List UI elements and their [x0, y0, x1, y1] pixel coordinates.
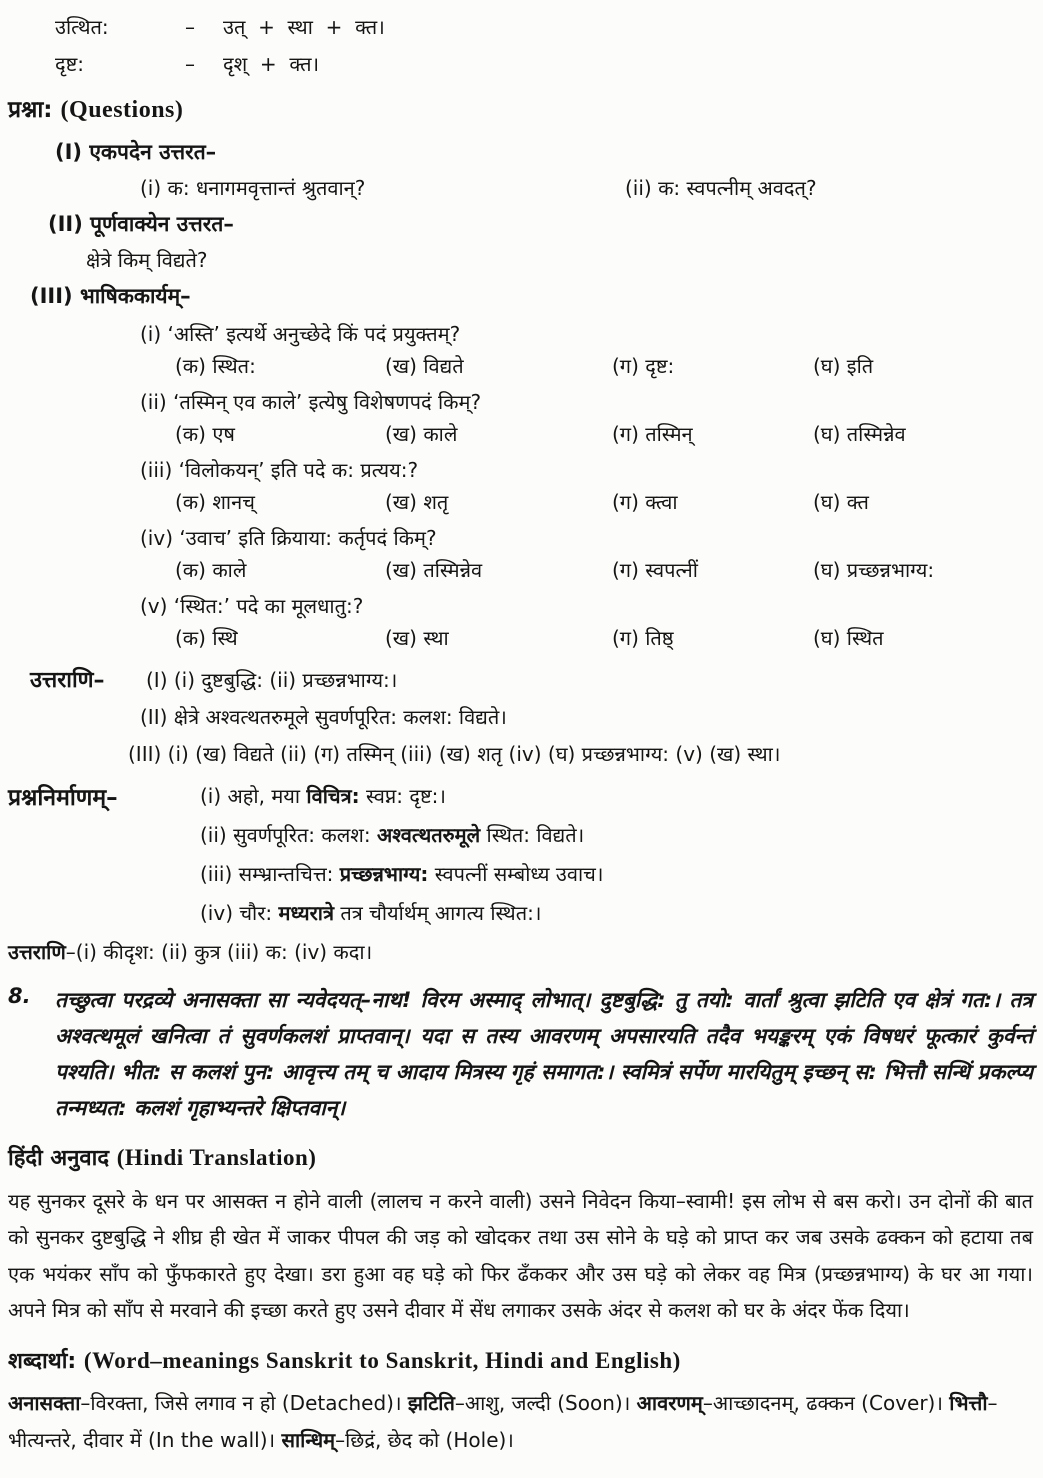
question-formation-line: (ii) सुवर्णपूरित: कलश: अश्वत्थतरुमूले स्थित: विद्यते।: [200, 822, 585, 847]
mcq-option: (क) स्थि: [175, 625, 238, 650]
morphology-row: [55, 8, 1033, 45]
mcq-option: (घ) स्थित: [813, 625, 884, 650]
mcq-option: (घ) क्त: [813, 489, 869, 514]
question-formation-line: (iv) चौर: मध्यरात्रे तत्र चौर्यार्थम् आगत्य स्थित:।: [200, 900, 542, 925]
mcq-options: [175, 352, 1033, 380]
word-meanings-heading-devanagari: शब्दार्था:: [8, 1348, 77, 1374]
dash-separator: –: [185, 51, 195, 76]
mcq-list: [8, 320, 1033, 652]
answers-block: [8, 666, 1033, 768]
morphology-row: [55, 45, 1033, 82]
mcq-option: (ग) तिष्ठ्: [612, 625, 674, 650]
mcq-option: (क) काले: [175, 557, 247, 582]
section-1-questions: [140, 174, 1033, 202]
mcq-option: (घ) प्रच्छन्नभाग्य:: [813, 557, 935, 582]
mcq-option: (ख) स्था: [385, 625, 449, 650]
mcq-option: (ग) तस्मिन्: [612, 421, 693, 446]
mcq-options: [175, 488, 1033, 516]
morphology-word: उत्थित:: [55, 14, 109, 39]
morphology-parts: दृश् + क्त।: [223, 51, 320, 76]
mcq-option: (घ) तस्मिन्नेव: [813, 421, 906, 446]
mcq-options: [175, 624, 1033, 652]
mcq-question: (ii) ‘तस्मिन् एव काले’ इत्येषु विशेषणपदं किम्?: [140, 389, 482, 414]
mcq-item: [8, 592, 1033, 652]
mcq-item: [8, 524, 1033, 584]
mcq-option: (ख) विद्यते: [385, 353, 464, 378]
answer-line: (III) (i) (ख) विद्यते (ii) (ग) तस्मिन् (iii) (ख) शतृ (iv) (घ) प्रच्छन्नभाग्य: (v) (ख) स्था।: [128, 741, 781, 766]
morphology-block: [8, 8, 1033, 82]
mcq-question: (v) ‘स्थित:’ पदे का मूलधातु:?: [140, 593, 364, 618]
mcq-option: (ख) शतृ: [385, 489, 449, 514]
questions-heading-english: (Questions): [60, 97, 184, 123]
mcq-options: [175, 556, 1033, 584]
answers-line-2: उत्तराणि–(i) कीदृश: (ii) कुत्र (iii) क: (iv) कदा।: [8, 939, 373, 964]
passage-number: 8.: [8, 983, 31, 1008]
mcq-option: (ख) काले: [385, 421, 458, 446]
questions-heading: [8, 94, 1033, 128]
section-1-title: (I) एकपदेन उत्तरत–: [55, 139, 217, 164]
hindi-translation-heading: [8, 1142, 1033, 1175]
mcq-option: (ग) क्त्वा: [612, 489, 678, 514]
hindi-heading-devanagari: हिंदी अनुवाद: [8, 1146, 110, 1172]
question-text: क्षेत्रे किम् विद्यते?: [86, 248, 208, 273]
word-meanings-text: अनासक्ता–विरक्ता, जिसे लगाव न हो (Detached)। झटिति–आशु, जल्दी (Soon)। आवरणम्–आच्छादनम्, ढक्कन (Cover)। भित्तौ–भीत्यन्तरे, दीवार में (In the wall)। सान्धिम्–छिद्रं, छेद को (Hole)।: [8, 1391, 998, 1452]
section-3-title: (III) भाषिककार्यम्–: [30, 284, 191, 309]
word-meanings-heading-english: (Word–meanings Sanskrit to Sanskrit, Hindi and English): [83, 1347, 681, 1373]
mcq-option: (ग) दृष्ट:: [612, 353, 675, 378]
passage-text: तच्छुत्वा परद्रव्ये अनासक्ता सा न्यवेदयत्–नाथ! विरम अस्माद् लोभात्। दुष्टबुद्धि: तु तयो: वार्तां श्रुत्वा झटिति एव क्षेत्रं गत:। तत्र अश्वत्थमूलं खनित्वा तं सुवर्णकलशं प्राप्तवान्। यदा स तस्य आवरणम् अपसारयति तदैव भयङ्करम् एकं विषधरं फूत्कारं कुर्वन्तं पश्यति। भीत: स कलशं पुन: आवृत्त्य तम् च आदाय मित्रस्य गृहं समागत:। स्वमित्रं सर्पेण मारयितुम् इच्छन् स: भित्तौ सन्धिं प्रकल्प्य तन्मध्यत: कलशं गृहाभ्यन्तरे क्षिप्तवान्।: [55, 987, 1033, 1121]
mcq-item: [8, 320, 1033, 380]
question-formation-block: [8, 782, 1033, 927]
question-formation-label: प्रश्ननिर्माणम्–: [8, 784, 118, 811]
mcq-question: (iv) ‘उवाच’ इति क्रियाया: कर्तृपदं किम्?: [140, 525, 437, 550]
question-text: (ii) क: स्वपत्नीम् अवदत्?: [625, 175, 817, 200]
mcq-option: (घ) इति: [813, 353, 874, 378]
dash-separator: –: [185, 14, 195, 39]
word-meanings-heading: [8, 1345, 1033, 1378]
mcq-options: [175, 420, 1033, 448]
mcq-item: [8, 388, 1033, 448]
question-formation-line: (i) अहो, मया विचित्र: स्वप्न: दृष्ट:।: [200, 783, 446, 808]
mcq-option: (क) एष: [175, 421, 235, 446]
morphology-word: दृष्ट:: [55, 51, 85, 76]
mcq-item: [8, 456, 1033, 516]
question-text: (i) क: धनागमवृत्तान्तं श्रुतवान्?: [140, 175, 366, 200]
mcq-question: (iii) ‘विलोकयन्’ इति पदे क: प्रत्यय:?: [140, 457, 419, 482]
mcq-option: (क) शानच्: [175, 489, 255, 514]
mcq-option: (ख) तस्मिन्नेव: [385, 557, 483, 582]
answer-line: (I) (i) दुष्टबुद्धि: (ii) प्रच्छन्नभाग्य:।: [146, 667, 398, 692]
section-2-title: (II) पूर्णवाक्येन उत्तरत–: [48, 211, 234, 236]
mcq-option: (क) स्थित:: [175, 353, 256, 378]
hindi-translation-text: यह सुनकर दूसरे के धन पर आसक्त न होने वाली (लालच न करने वाली) उसने निवेदन किया–स्वामी! इस लोभ से बस करो। उन दोनों की बात को सुनकर दुष्टबुद्धि ने शीघ्र ही खेत में जाकर पीपल की जड़ को खोदकर तथा उस सोने के घड़े को प्राप्त कर जब उसके ढक्कन को हटाया तब एक भयंकर साँप को फुँफकारते हुए देखा। डरा हुआ वह घड़े को फिर ढँककर और उस घड़े को लेकर वह मित्र (प्रच्छन्नभाग्य) के घर आ गया। अपने मित्र को साँप से मरवाने की इच्छा करते हुए उसने दीवार में सेंध लगाकर उसके अंदर से कलश को घर के अंदर फेंक दिया।: [8, 1189, 1033, 1323]
answer-line: (II) क्षेत्रे अश्वत्थतरुमूले सुवर्णपूरित: कलश: विद्यते।: [140, 704, 507, 729]
morphology-parts: उत् + स्था + क्त।: [223, 14, 385, 39]
mcq-option: (ग) स्वपत्नीं: [612, 557, 698, 582]
hindi-heading-english: (Hindi Translation): [116, 1145, 317, 1171]
mcq-question: (i) ‘अस्ति’ इत्यर्थे अनुच्छेदे किं पदं प्रयुक्तम्?: [140, 321, 461, 346]
question-formation-line: (iii) सम्भ्रान्तचित्त: प्रच्छन्नभाग्य: स्वपत्नीं सम्बोध्य उवाच।: [200, 861, 604, 886]
answers-label: उत्तराणि–: [30, 667, 105, 693]
questions-heading-devanagari: प्रश्ना:: [8, 97, 53, 123]
sanskrit-passage-8: [8, 982, 1033, 1126]
